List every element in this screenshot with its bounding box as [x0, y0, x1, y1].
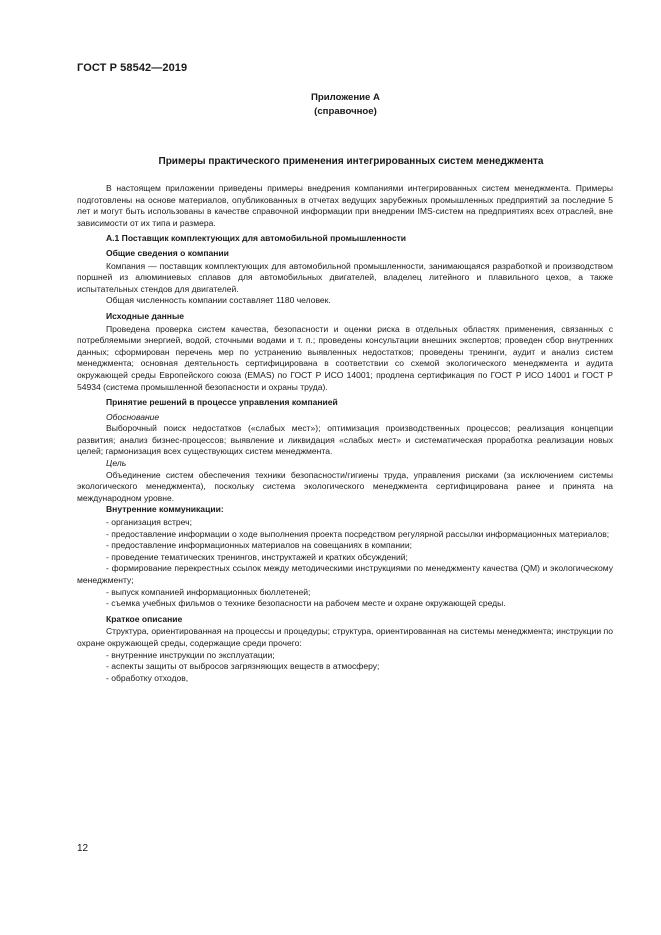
- list-item: - обработку отходов,: [77, 673, 613, 685]
- goal-label: Цель: [106, 458, 127, 469]
- appendix-label: Приложение А: [311, 92, 380, 103]
- general-heading: Общие сведения о компании: [106, 247, 229, 258]
- list-item: - предоставление информационных материалов на совещаниях в компании;: [77, 540, 613, 552]
- justification-paragraph: Выборочный поиск недостатков («слабых мест»); оптимизация производственных процессов; реализация концепции развития; анализ бизнес-процессов; выявление и ликвидация «слабых мест» и систематическая проработка реализации новых целей; гармонизация всех существующих систем менеджмента.: [77, 423, 613, 457]
- list-item: - съемка учебных фильмов о технике безопасности на рабочем месте и охране окружающей среды.: [77, 598, 613, 610]
- standard-code: ГОСТ Р 58542—2019: [77, 62, 188, 74]
- general-paragraph-1: Компания — поставщик комплектующих для автомобильной промышленности, занимающаяся разработкой и производством поршней из алюминиевых сплавов для автомобильных двигателей, владелец литейного и плавильного цехов, а также испытательных стендов для двигателей.: [77, 260, 613, 294]
- list-item: - проведение тематических тренингов, инструктажей и кратких обсуждений;: [77, 552, 613, 564]
- document-body: [77, 183, 613, 684]
- list-item: - выпуск компанией информационных бюллетеней;: [77, 587, 613, 599]
- page-number: 12: [77, 843, 89, 854]
- initial-data-heading: Исходные данные: [106, 310, 185, 321]
- goal-paragraph: Объединение систем обеспечения техники безопасности/гигиены труда, управления рисками (за исключением системы экологического менеджмента), поскольку система экологического менеджмента сертифицирована ранее и принята на международном уровне.: [77, 469, 613, 503]
- document-title: Примеры практического применения интегрированных систем менеджмента: [158, 156, 544, 167]
- summary-paragraph: Структура, ориентированная на процессы и процедуры; структура, ориентированная на системы менеджмента; инструкции по охране окружающей среды, содержащие среди прочего:: [77, 626, 613, 648]
- intro-paragraph: В настоящем приложении приведены примеры внедрения компаниями интегрированных систем менеджмента. Примеры подготовлены на основе материалов, опубликованных в отчетах ведущих зарубежных промышленных предприятий за последние 5 лет и могут быть использованы в качестве справочной информации при внедрении IMS-систем на предприятиях всех отраслей, вне зависимости от их типа и размера.: [77, 183, 613, 228]
- decision-heading: Принятие решений в процессе управления компанией: [106, 397, 338, 408]
- list-item: - внутренние инструкции по эксплуатации;: [77, 650, 613, 662]
- appendix-heading: [0, 91, 661, 119]
- summary-heading: Краткое описание: [106, 613, 183, 624]
- communications-heading: Внутренние коммуникации:: [106, 504, 224, 515]
- list-item: - организация встреч;: [77, 517, 613, 529]
- section-a1-heading: А.1 Поставщик комплектующих для автомобильной промышленности: [106, 233, 407, 244]
- list-item: - аспекты защиты от выбросов загрязняющих веществ в атмосферу;: [77, 661, 613, 673]
- appendix-type: (справочное): [314, 106, 377, 117]
- list-item: - формирование перекрестных ссылок между методическими инструкциями по менеджменту качества (QM) и экологическому менеджменту;: [77, 563, 613, 586]
- justification-label: Обоснование: [106, 411, 160, 422]
- list-item: - предоставление информации о ходе выполнения проекта посредством регулярной рассылки информационных материалов;: [77, 529, 613, 541]
- initial-data-paragraph: Проведена проверка систем качества, безопасности и оценки риска в отдельных областях применения, связанных с потребляемыми энергией, водой, сточными водами и т. п.; проведены консультации внешних экспертов; проведен сбор внутренних данных; сформирован перечень мер по устранению выявленных недостатков; проведены тренинги, аудит и анализ систем менеджмента; основная деятельность сертифицирована в соответствии со схемой экологического менеджмента и аудита окружающей среды Европейского союза (EMAS) по ГОСТ Р ИСО 14001; продлена сертификация по ГОСТ Р ИСО 14001 и ГОСТ Р 54934 (система промышленной безопасности и охраны труда).: [77, 323, 613, 392]
- general-paragraph-2: Общая численность компании составляет 1180 человек.: [106, 295, 331, 306]
